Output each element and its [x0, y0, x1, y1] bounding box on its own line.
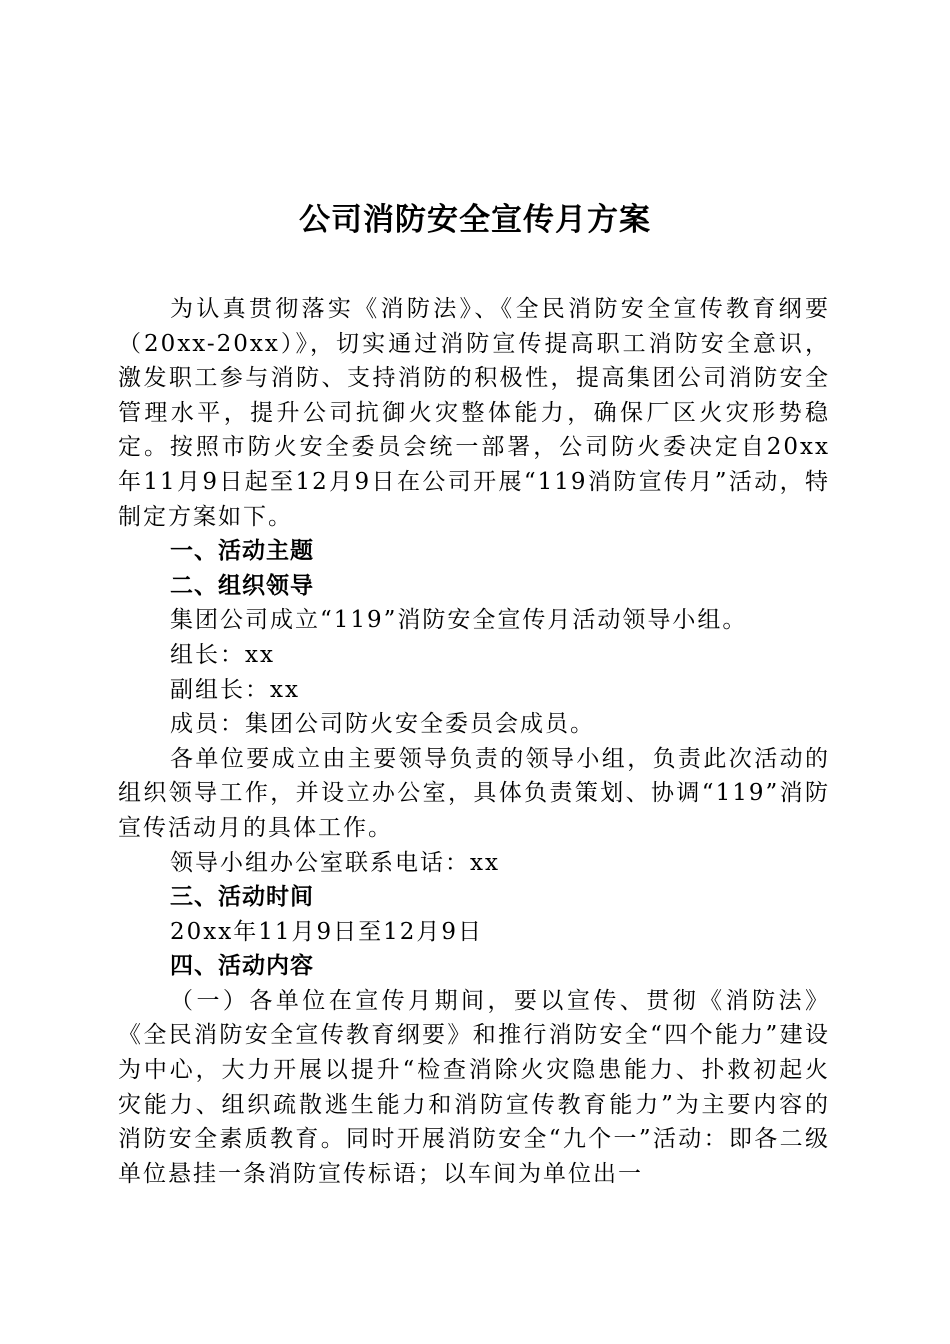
group-leader-line: 组长：xx: [170, 641, 275, 668]
section-heading-content: 四、活动内容: [170, 953, 314, 980]
units-responsibility-paragraph: 各单位要成立由主要领导负责的领导小组，负责此次活动的组织领导工作，并设立办公室，具体负责策划、协调“119”消防宣传活动月的具体工作。: [118, 745, 830, 841]
office-phone-line: 领导小组办公室联系电话：xx: [170, 849, 500, 876]
deputy-leader-line: 副组长：xx: [170, 676, 300, 703]
section-heading-leadership: 二、组织领导: [170, 572, 314, 599]
content-paragraph-1: （一）各单位在宣传月期间，要以宣传、贯彻《消防法》《全民消防安全宣传教育纲要》和推行消防安全“四个能力”建设为中心，大力开展以提升“检查消除火灾隐患能力、扑救初起火灾能力、组织疏散逃生能力和消防宣传教育能力”为主要内容的消防安全素质教育。同时开展消防安全“九个一”活动：即各二级单位悬挂一条消防宣传标语；以车间为单位出一: [118, 987, 830, 1187]
leadership-group-paragraph: 集团公司成立“119”消防安全宣传月活动领导小组。: [170, 607, 748, 634]
section-heading-theme: 一、活动主题: [170, 538, 314, 565]
activity-time-line: 20xx年11月9日至12月9日: [170, 918, 484, 945]
document-title: 公司消防安全宣传月方案: [299, 202, 651, 238]
intro-paragraph: 为认真贯彻落实《消防法》、《全民消防安全宣传教育纲要（20xx-20xx）》，切实通过消防宣传提高职工消防安全意识，激发职工参与消防、支持消防的积极性，提高集团公司消防安全管理水平，提升公司抗御火灾整体能力，确保厂区火灾形势稳定。按照市防火安全委员会统一部署，公司防火委决定自20xx年11月9日起至12月9日在公司开展“119消防宣传月”活动，特制定方案如下。: [118, 296, 830, 530]
members-line: 成员：集团公司防火安全委员会成员。: [170, 711, 595, 738]
section-heading-time: 三、活动时间: [170, 884, 314, 911]
document-body: [118, 292, 830, 1191]
